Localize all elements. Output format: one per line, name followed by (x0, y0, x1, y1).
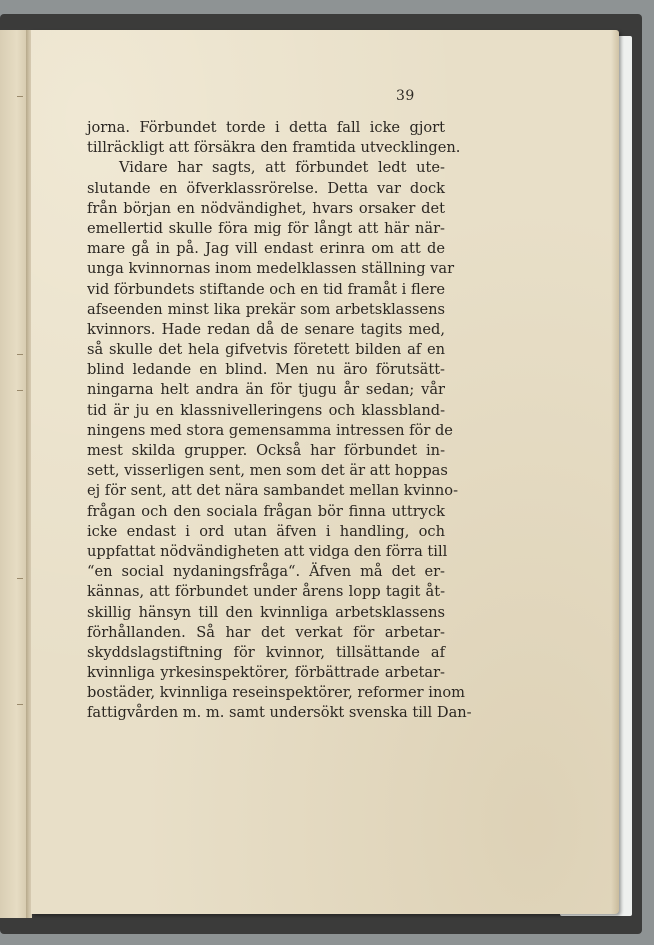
text-line: bostäder, kvinnliga reseinspektörer, reformer inom (87, 684, 465, 702)
text-line: frågan och den sociala frågan bör finna uttryck (87, 502, 445, 520)
text-line: afseenden minst lika prekär som arbetsklassens (87, 300, 445, 318)
text-line: slutande en öfverklassrörelse. Detta var dock (87, 179, 445, 197)
text-line: uppfattat nödvändigheten att vidga den förra till (87, 542, 448, 560)
text-line: icke endast i ord utan äfven i handling, och (87, 522, 445, 540)
text-line: ningarna helt andra än för tjugu år sedan; vår (87, 381, 445, 399)
facing-page-edge (0, 30, 28, 918)
text-line: Vidare har sagts, att förbundet ledt ute- (119, 159, 445, 177)
text-line: ej för sent, att det nära sambandet mellan kvinno- (87, 482, 459, 500)
text-line: sett, visserligen sent, men som det är att hoppas (87, 462, 448, 480)
margin-mark (17, 578, 23, 579)
text-line: kvinnliga yrkesinspektörer, förbättrade arbetar- (87, 664, 445, 682)
text-line: jorna. Förbundet torde i detta fall icke gjort (87, 119, 445, 136)
text-line: kvinnors. Hade redan då de senare tagits med, (87, 320, 445, 338)
text-line: förhållanden. Så har det verkat för arbetar- (87, 623, 445, 641)
body-text (87, 118, 472, 724)
margin-mark (17, 96, 23, 97)
text-line: mest skilda grupper. Också har förbundet in- (87, 442, 445, 459)
text-line: blind ledande en blind. Men nu äro förutsätt- (87, 361, 445, 379)
margin-mark (17, 704, 23, 705)
page-number: 39 (396, 88, 415, 104)
text-line: tid är ju en klassnivelleringens och klassbland- (87, 401, 445, 419)
text-line: fattigvården m. m. samt undersökt svenska till Dan- (87, 704, 472, 722)
text-line: ningens med stora gemensamma intressen för de (87, 421, 453, 439)
text-line: så skulle det hela gifvetvis företett bilden af en (87, 341, 445, 359)
text-line: mare gå in på. Jag vill endast erinra om att de (87, 240, 445, 258)
text-line: tillräckligt att försäkra den framtida utvecklingen. (87, 139, 461, 157)
text-line: kännas, att förbundet under årens lopp tagit åt- (87, 583, 445, 601)
margin-mark (17, 354, 23, 355)
text-line: skillig hänsyn till den kvinnliga arbetsklassens (87, 603, 445, 621)
text-line: vid förbundets stiftande och en tid framåt i flere (87, 280, 445, 298)
text-line: emellertid skulle föra mig för långt att här när- (87, 219, 445, 237)
text-line: skyddslagstiftning för kvinnor, tillsättande af (87, 643, 445, 661)
text-line: “en social nydaningsfråga“. Äfven må det er- (87, 563, 445, 581)
text-line: från början en nödvändighet, hvars orsaker det (87, 199, 445, 217)
margin-mark (17, 390, 23, 391)
text-line: unga kvinnornas inom medelklassen ställning var (87, 260, 455, 278)
page-edge (611, 30, 619, 914)
